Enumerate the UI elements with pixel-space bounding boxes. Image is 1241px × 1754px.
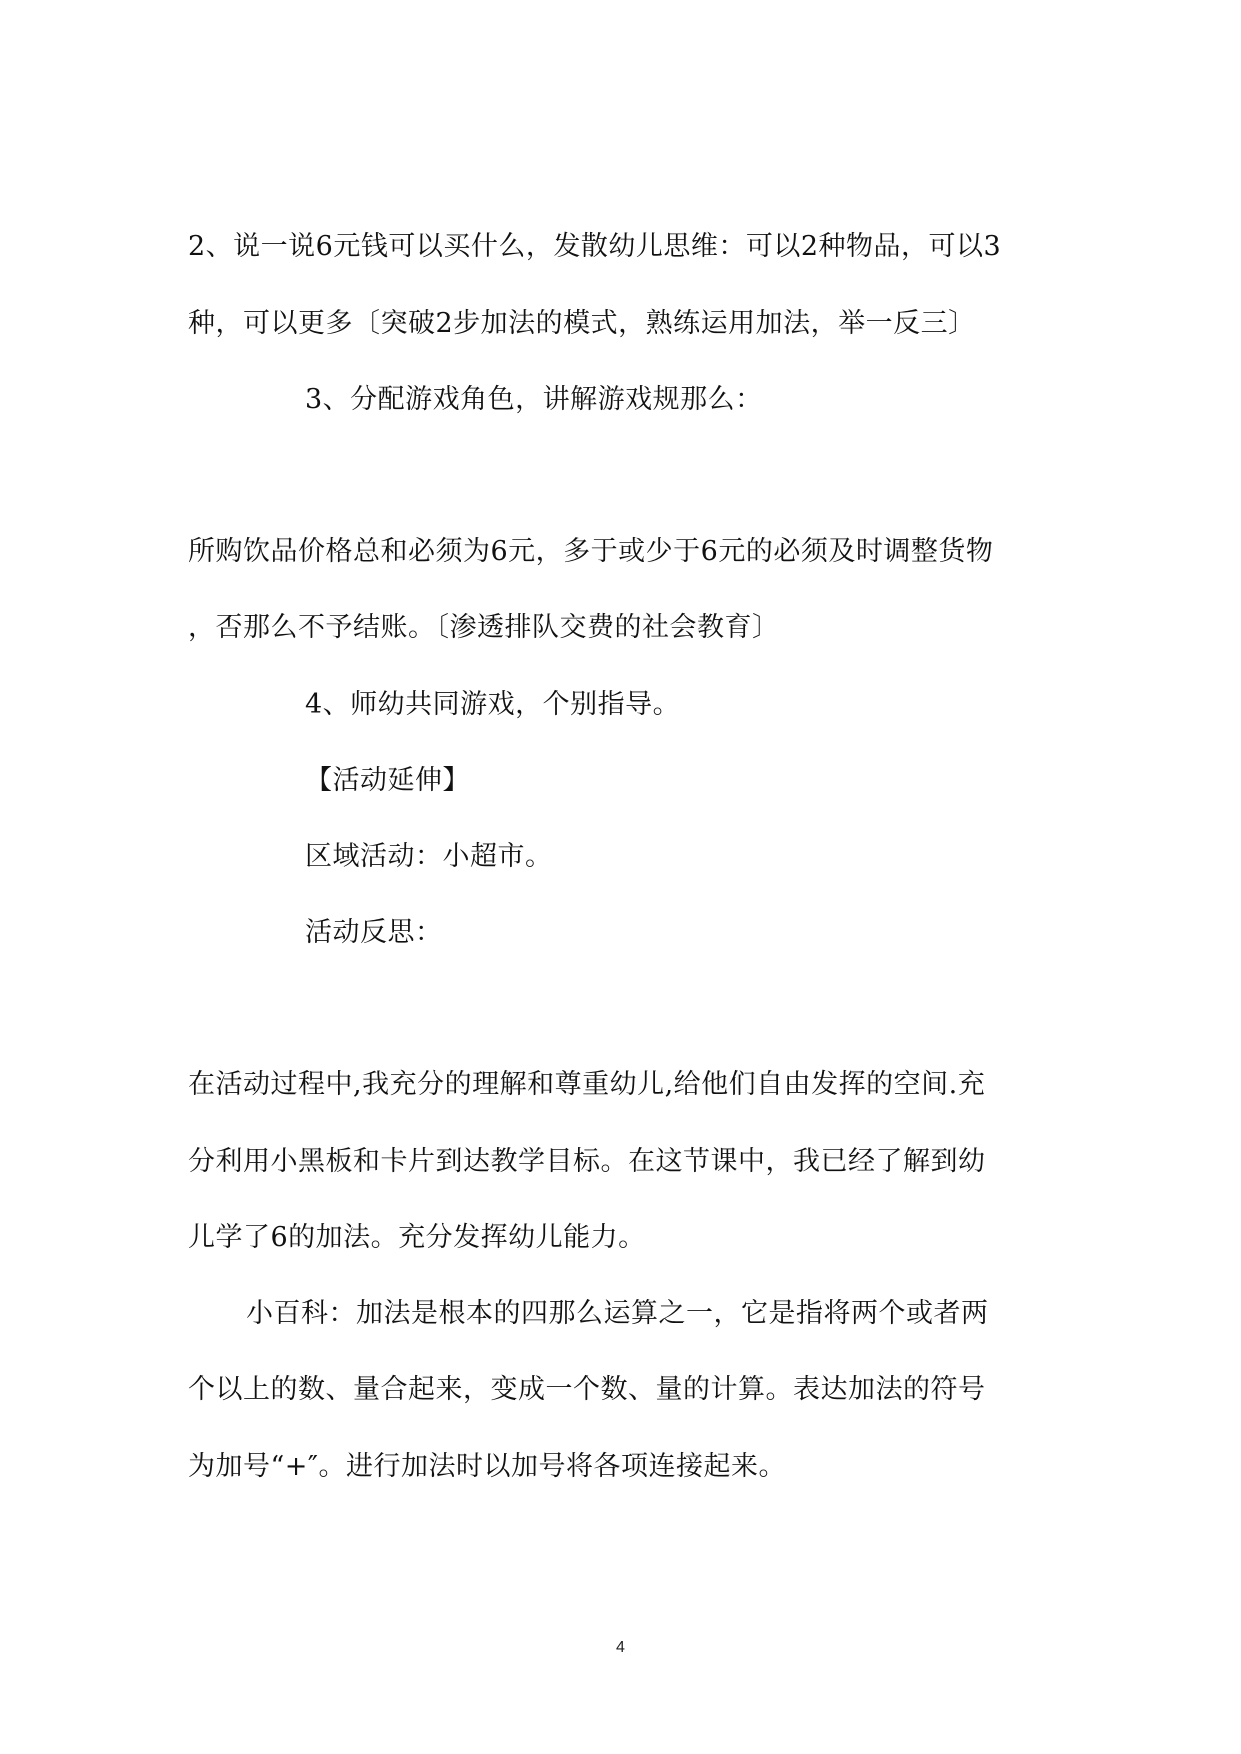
text-line-14: 个以上的数、量合起来，变成一个数、量的计算。表达加法的符号 <box>188 1374 986 1405</box>
text-line-15: 为加号“+″。进行加法时以加号将各项连接起来。 <box>188 1451 787 1482</box>
text-line-5: ，否那么不予结账。〔渗透排队交费的社会教育〕 <box>188 612 780 643</box>
text-line-11: 分利用小黑板和卡片到达教学目标。在这节课中，我已经了解到幼 <box>188 1146 986 1177</box>
text-line-1: 2、说一说6元钱可以买什么，发散幼儿思维：可以2种物品，可以3 <box>188 231 1002 262</box>
text-line-10: 在活动过程中,我充分的理解和尊重幼儿,给他们自由发挥的空间.充 <box>188 1069 986 1100</box>
text-line-13: 小百科：加法是根本的四那么运算之一，它是指将两个或者两 <box>246 1298 989 1329</box>
text-line-2: 种，可以更多〔突破2步加法的模式，熟练运用加法，举一反三〕 <box>188 308 976 339</box>
text-line-12: 儿学了6的加法。充分发挥幼儿能力。 <box>188 1222 646 1253</box>
text-line-9: 活动反思： <box>305 917 443 948</box>
text-line-6: 4、师幼共同游戏，个别指导。 <box>305 689 681 720</box>
text-line-3: 3、分配游戏角色，讲解游戏规那么： <box>305 384 763 415</box>
page-number: 4 <box>616 1639 625 1656</box>
section-heading-activity-extension: 【活动延伸】 <box>305 765 470 796</box>
text-line-8: 区域活动：小超市。 <box>305 841 553 872</box>
text-line-4: 所购饮品价格总和必须为6元，多于或少于6元的必须及时调整货物 <box>188 536 994 567</box>
